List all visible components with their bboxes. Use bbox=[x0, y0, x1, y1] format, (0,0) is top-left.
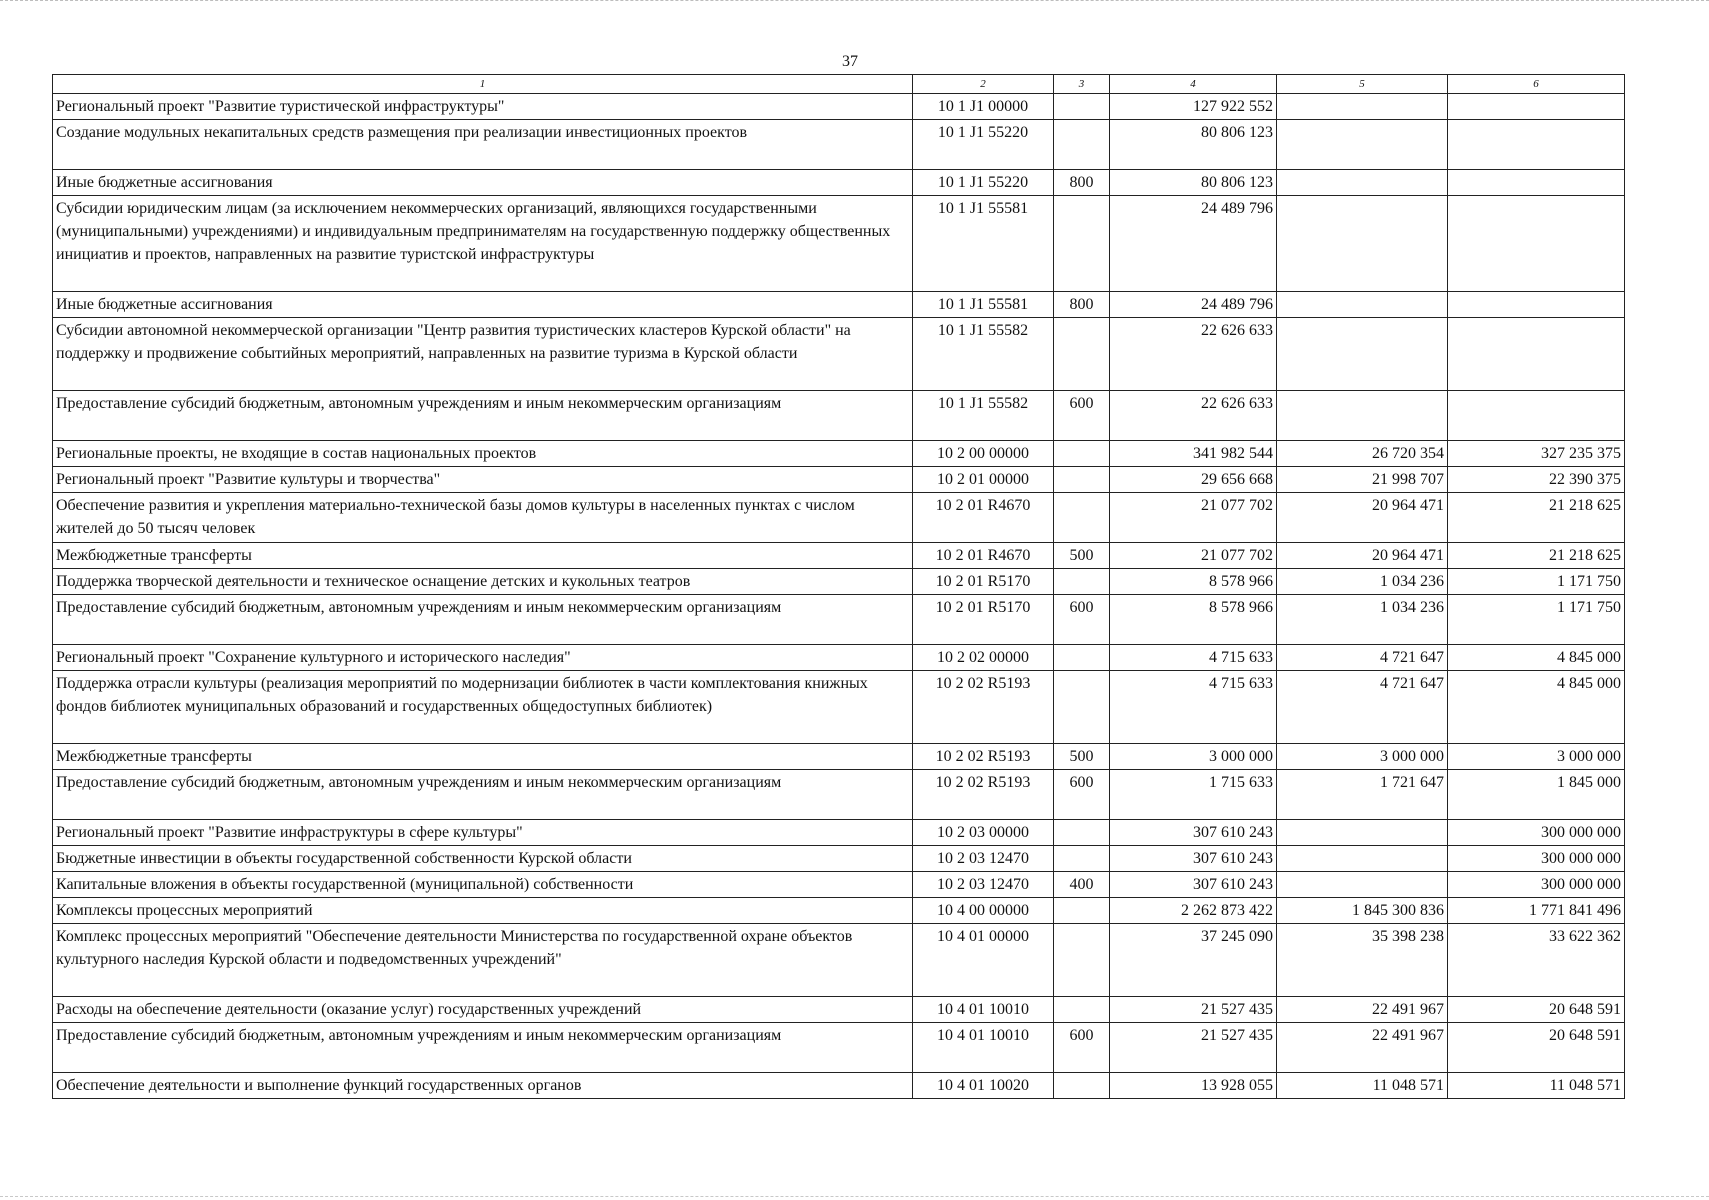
row-value-1: 21 077 702 bbox=[1110, 543, 1277, 569]
row-type: 600 bbox=[1054, 770, 1110, 820]
row-value-1: 341 982 544 bbox=[1110, 441, 1277, 467]
row-code: 10 2 02 00000 bbox=[913, 645, 1054, 671]
row-value-2: 26 720 354 bbox=[1277, 441, 1448, 467]
row-code: 10 2 01 R4670 bbox=[913, 543, 1054, 569]
row-type bbox=[1054, 997, 1110, 1023]
row-name: Бюджетные инвестиции в объекты государственной собственности Курской области bbox=[53, 846, 913, 872]
row-value-2 bbox=[1277, 318, 1448, 391]
row-name: Региональный проект "Развитие культуры и творчества" bbox=[53, 467, 913, 493]
table-row bbox=[53, 318, 1625, 391]
row-value-2 bbox=[1277, 94, 1448, 120]
row-type bbox=[1054, 898, 1110, 924]
row-value-2: 1 034 236 bbox=[1277, 595, 1448, 645]
row-code: 10 2 01 R4670 bbox=[913, 493, 1054, 543]
row-value-2: 1 845 300 836 bbox=[1277, 898, 1448, 924]
row-value-1: 307 610 243 bbox=[1110, 846, 1277, 872]
row-type: 400 bbox=[1054, 872, 1110, 898]
row-value-3: 300 000 000 bbox=[1448, 820, 1625, 846]
row-value-1: 8 578 966 bbox=[1110, 595, 1277, 645]
row-value-2: 20 964 471 bbox=[1277, 493, 1448, 543]
row-value-2: 4 721 647 bbox=[1277, 645, 1448, 671]
table-row bbox=[53, 898, 1625, 924]
row-value-2: 4 721 647 bbox=[1277, 671, 1448, 744]
row-value-1: 24 489 796 bbox=[1110, 292, 1277, 318]
table-row bbox=[53, 744, 1625, 770]
row-value-2: 1 034 236 bbox=[1277, 569, 1448, 595]
row-value-3: 300 000 000 bbox=[1448, 872, 1625, 898]
row-value-2 bbox=[1277, 391, 1448, 441]
table-row bbox=[53, 543, 1625, 569]
row-value-2: 22 491 967 bbox=[1277, 997, 1448, 1023]
row-value-3: 11 048 571 bbox=[1448, 1073, 1625, 1099]
table-row bbox=[53, 120, 1625, 170]
row-type: 600 bbox=[1054, 595, 1110, 645]
table-row bbox=[53, 595, 1625, 645]
row-value-1: 24 489 796 bbox=[1110, 196, 1277, 292]
row-value-3: 1 171 750 bbox=[1448, 569, 1625, 595]
row-name: Межбюджетные трансферты bbox=[53, 543, 913, 569]
row-value-1: 80 806 123 bbox=[1110, 120, 1277, 170]
row-code: 10 1 J1 55220 bbox=[913, 120, 1054, 170]
row-value-3 bbox=[1448, 292, 1625, 318]
row-type: 500 bbox=[1054, 543, 1110, 569]
row-value-2: 11 048 571 bbox=[1277, 1073, 1448, 1099]
header-col-2: 2 bbox=[913, 75, 1054, 94]
row-name: Региональный проект "Развитие инфраструктуры в сфере культуры" bbox=[53, 820, 913, 846]
row-value-3 bbox=[1448, 94, 1625, 120]
row-code: 10 2 01 R5170 bbox=[913, 569, 1054, 595]
row-value-2: 1 721 647 bbox=[1277, 770, 1448, 820]
table-row bbox=[53, 645, 1625, 671]
row-code: 10 2 02 R5193 bbox=[913, 770, 1054, 820]
row-value-3: 4 845 000 bbox=[1448, 671, 1625, 744]
row-name: Региональный проект "Развитие туристической инфраструктуры" bbox=[53, 94, 913, 120]
row-name: Субсидии автономной некоммерческой организации "Центр развития туристических кластеров Курской области" на поддержку и продвижение событийных мероприятий, направленных на развитие туризма в Курской области bbox=[53, 318, 913, 391]
row-code: 10 2 01 00000 bbox=[913, 467, 1054, 493]
row-type: 800 bbox=[1054, 170, 1110, 196]
row-code: 10 4 01 10020 bbox=[913, 1073, 1054, 1099]
row-name: Комплекс процессных мероприятий "Обеспечение деятельности Министерства по государственной охране объектов культурного наследия Курской области и подведомственных учреждений" bbox=[53, 924, 913, 997]
row-name: Капитальные вложения в объекты государственной (муниципальной) собственности bbox=[53, 872, 913, 898]
row-name: Региональный проект "Сохранение культурного и исторического наследия" bbox=[53, 645, 913, 671]
row-value-3 bbox=[1448, 318, 1625, 391]
table-row bbox=[53, 441, 1625, 467]
row-value-3: 1 771 841 496 bbox=[1448, 898, 1625, 924]
row-code: 10 2 03 12470 bbox=[913, 846, 1054, 872]
row-value-3 bbox=[1448, 170, 1625, 196]
row-value-3: 4 845 000 bbox=[1448, 645, 1625, 671]
row-name: Комплексы процессных мероприятий bbox=[53, 898, 913, 924]
header-col-3: 3 bbox=[1054, 75, 1110, 94]
row-value-3: 1 171 750 bbox=[1448, 595, 1625, 645]
row-name: Создание модульных некапитальных средств размещения при реализации инвестиционных проектов bbox=[53, 120, 913, 170]
row-value-3: 20 648 591 bbox=[1448, 997, 1625, 1023]
row-value-1: 29 656 668 bbox=[1110, 467, 1277, 493]
row-name: Предоставление субсидий бюджетным, автономным учреждениям и иным некоммерческим организациям bbox=[53, 1023, 913, 1073]
row-value-1: 1 715 633 bbox=[1110, 770, 1277, 820]
row-value-1: 3 000 000 bbox=[1110, 744, 1277, 770]
row-type bbox=[1054, 820, 1110, 846]
row-code: 10 1 J1 00000 bbox=[913, 94, 1054, 120]
row-value-2 bbox=[1277, 120, 1448, 170]
row-code: 10 2 03 00000 bbox=[913, 820, 1054, 846]
row-type bbox=[1054, 493, 1110, 543]
row-value-1: 21 527 435 bbox=[1110, 997, 1277, 1023]
row-name: Обеспечение развития и укрепления материально-технической базы домов культуры в населенных пунктах с числом жителей до 50 тысяч человек bbox=[53, 493, 913, 543]
row-type bbox=[1054, 645, 1110, 671]
header-col-6: 6 bbox=[1448, 75, 1625, 94]
row-type bbox=[1054, 441, 1110, 467]
row-value-2: 22 491 967 bbox=[1277, 1023, 1448, 1073]
table-row bbox=[53, 770, 1625, 820]
table-row bbox=[53, 467, 1625, 493]
table-row bbox=[53, 292, 1625, 318]
row-type bbox=[1054, 569, 1110, 595]
row-type bbox=[1054, 671, 1110, 744]
row-value-3: 300 000 000 bbox=[1448, 846, 1625, 872]
row-value-2: 21 998 707 bbox=[1277, 467, 1448, 493]
row-value-3 bbox=[1448, 196, 1625, 292]
row-value-2: 3 000 000 bbox=[1277, 744, 1448, 770]
row-type bbox=[1054, 318, 1110, 391]
row-value-1: 4 715 633 bbox=[1110, 645, 1277, 671]
row-type: 500 bbox=[1054, 744, 1110, 770]
row-value-1: 127 922 552 bbox=[1110, 94, 1277, 120]
row-name: Предоставление субсидий бюджетным, автономным учреждениям и иным некоммерческим организациям bbox=[53, 391, 913, 441]
row-value-2 bbox=[1277, 170, 1448, 196]
row-code: 10 4 01 10010 bbox=[913, 997, 1054, 1023]
row-value-1: 13 928 055 bbox=[1110, 1073, 1277, 1099]
row-value-2: 35 398 238 bbox=[1277, 924, 1448, 997]
row-name: Предоставление субсидий бюджетным, автономным учреждениям и иным некоммерческим организациям bbox=[53, 595, 913, 645]
row-type bbox=[1054, 120, 1110, 170]
row-value-2 bbox=[1277, 820, 1448, 846]
row-value-2 bbox=[1277, 846, 1448, 872]
row-code: 10 1 J1 55220 bbox=[913, 170, 1054, 196]
row-value-2: 20 964 471 bbox=[1277, 543, 1448, 569]
row-value-3 bbox=[1448, 120, 1625, 170]
row-value-1: 2 262 873 422 bbox=[1110, 898, 1277, 924]
table-row bbox=[53, 1023, 1625, 1073]
row-code: 10 2 03 12470 bbox=[913, 872, 1054, 898]
page-number: 37 bbox=[842, 53, 858, 70]
row-value-3: 20 648 591 bbox=[1448, 1023, 1625, 1073]
row-value-1: 21 527 435 bbox=[1110, 1023, 1277, 1073]
row-name: Субсидии юридическим лицам (за исключением некоммерческих организаций, являющихся государственными (муниципальными) учреждениями) и индивидуальным предпринимателям на государственную поддержку общественных инициатив и проектов, направленных на развитие туристской инфраструктуры bbox=[53, 196, 913, 292]
row-name: Региональные проекты, не входящие в состав национальных проектов bbox=[53, 441, 913, 467]
row-type bbox=[1054, 196, 1110, 292]
header-col-4: 4 bbox=[1110, 75, 1277, 94]
row-value-1: 22 626 633 bbox=[1110, 391, 1277, 441]
row-name: Расходы на обеспечение деятельности (оказание услуг) государственных учреждений bbox=[53, 997, 913, 1023]
row-value-3: 21 218 625 bbox=[1448, 493, 1625, 543]
row-type bbox=[1054, 924, 1110, 997]
row-type: 800 bbox=[1054, 292, 1110, 318]
row-value-1: 307 610 243 bbox=[1110, 872, 1277, 898]
header-col-1: 1 bbox=[53, 75, 913, 94]
row-value-1: 307 610 243 bbox=[1110, 820, 1277, 846]
table-row bbox=[53, 1073, 1625, 1099]
row-code: 10 1 J1 55582 bbox=[913, 318, 1054, 391]
row-code: 10 4 01 10010 bbox=[913, 1023, 1054, 1073]
row-value-1: 80 806 123 bbox=[1110, 170, 1277, 196]
row-type bbox=[1054, 94, 1110, 120]
row-name: Иные бюджетные ассигнования bbox=[53, 170, 913, 196]
table-row bbox=[53, 391, 1625, 441]
row-value-3: 22 390 375 bbox=[1448, 467, 1625, 493]
row-code: 10 4 00 00000 bbox=[913, 898, 1054, 924]
row-code: 10 2 02 R5193 bbox=[913, 671, 1054, 744]
row-value-2 bbox=[1277, 292, 1448, 318]
row-code: 10 4 01 00000 bbox=[913, 924, 1054, 997]
row-type bbox=[1054, 467, 1110, 493]
row-type bbox=[1054, 846, 1110, 872]
scan-edge-bottom bbox=[0, 1196, 1709, 1199]
row-type: 600 bbox=[1054, 391, 1110, 441]
row-value-1: 21 077 702 bbox=[1110, 493, 1277, 543]
table-row bbox=[53, 820, 1625, 846]
row-name: Предоставление субсидий бюджетным, автономным учреждениям и иным некоммерческим организациям bbox=[53, 770, 913, 820]
row-name: Поддержка творческой деятельности и техническое оснащение детских и кукольных театров bbox=[53, 569, 913, 595]
row-code: 10 2 01 R5170 bbox=[913, 595, 1054, 645]
row-value-1: 37 245 090 bbox=[1110, 924, 1277, 997]
row-value-2 bbox=[1277, 872, 1448, 898]
table-row bbox=[53, 170, 1625, 196]
table-row bbox=[53, 493, 1625, 543]
row-code: 10 2 00 00000 bbox=[913, 441, 1054, 467]
row-name: Поддержка отрасли культуры (реализация мероприятий по модернизации библиотек в части комплектования книжных фондов библиотек муниципальных образований и государственных общедоступных библиотек) bbox=[53, 671, 913, 744]
table-row bbox=[53, 196, 1625, 292]
table-row bbox=[53, 569, 1625, 595]
budget-table bbox=[52, 74, 1625, 1099]
row-value-3: 3 000 000 bbox=[1448, 744, 1625, 770]
header-col-5: 5 bbox=[1277, 75, 1448, 94]
row-name: Иные бюджетные ассигнования bbox=[53, 292, 913, 318]
row-value-3: 327 235 375 bbox=[1448, 441, 1625, 467]
table-row bbox=[53, 94, 1625, 120]
table-row bbox=[53, 997, 1625, 1023]
row-value-3: 21 218 625 bbox=[1448, 543, 1625, 569]
row-value-1: 4 715 633 bbox=[1110, 671, 1277, 744]
row-name: Обеспечение деятельности и выполнение функций государственных органов bbox=[53, 1073, 913, 1099]
table-row bbox=[53, 872, 1625, 898]
row-value-3: 33 622 362 bbox=[1448, 924, 1625, 997]
table-row bbox=[53, 924, 1625, 997]
row-value-2 bbox=[1277, 196, 1448, 292]
row-value-1: 8 578 966 bbox=[1110, 569, 1277, 595]
row-value-1: 22 626 633 bbox=[1110, 318, 1277, 391]
row-value-3 bbox=[1448, 391, 1625, 441]
row-code: 10 1 J1 55582 bbox=[913, 391, 1054, 441]
table-row bbox=[53, 846, 1625, 872]
row-code: 10 1 J1 55581 bbox=[913, 196, 1054, 292]
row-name: Межбюджетные трансферты bbox=[53, 744, 913, 770]
row-type: 600 bbox=[1054, 1023, 1110, 1073]
row-code: 10 2 02 R5193 bbox=[913, 744, 1054, 770]
row-type bbox=[1054, 1073, 1110, 1099]
table-header-row bbox=[53, 75, 1625, 94]
row-value-3: 1 845 000 bbox=[1448, 770, 1625, 820]
table-row bbox=[53, 671, 1625, 744]
row-code: 10 1 J1 55581 bbox=[913, 292, 1054, 318]
scan-edge-top bbox=[0, 0, 1709, 3]
